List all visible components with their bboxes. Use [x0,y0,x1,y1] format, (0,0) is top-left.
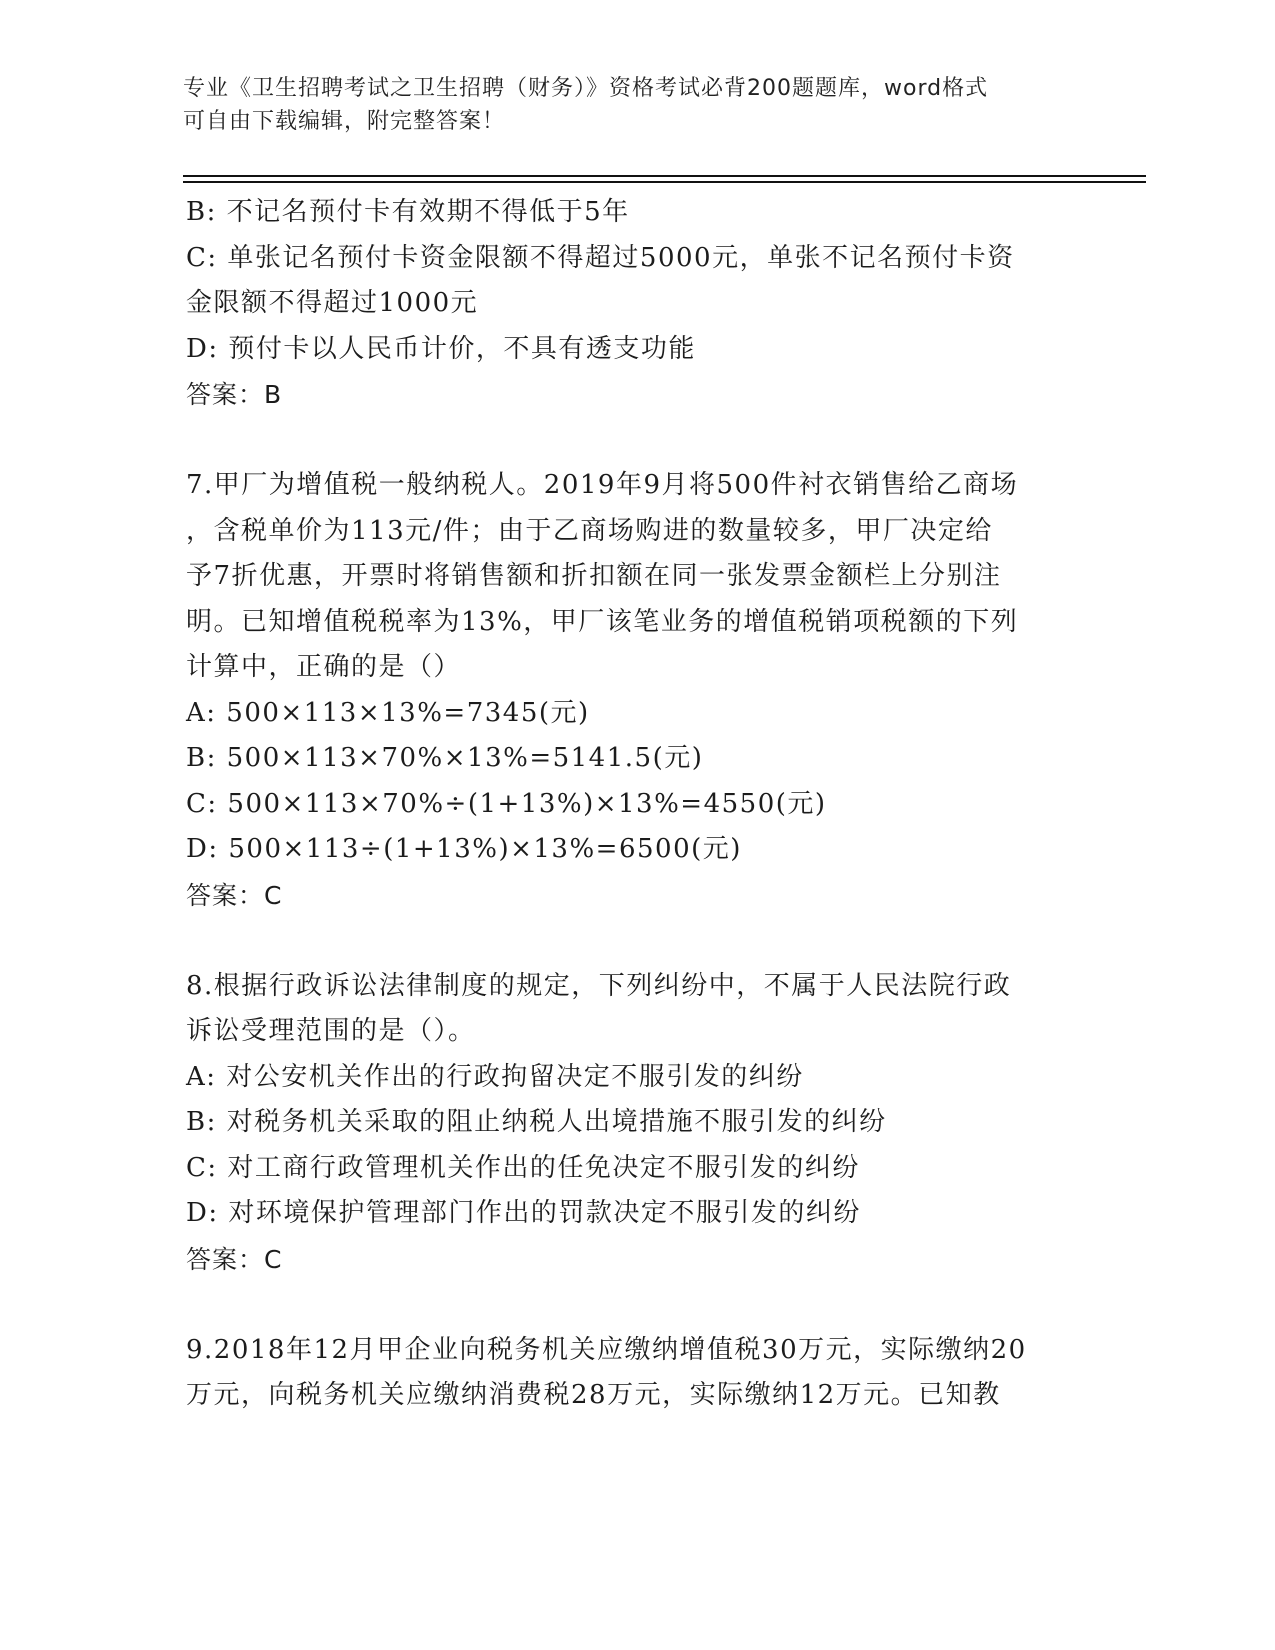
question-list [186,190,1086,1419]
header-title-line-2: 可自由下载编辑，附完整答案！ [183,109,506,134]
q7-stem-line-1: 7.甲厂为增值税一般纳税人。2019年9月将500件衬衣销售给乙商场 [186,470,1019,500]
q8-answer: 答案：C [186,1244,283,1274]
q7-answer: 答案：C [186,880,283,910]
header-title-line-1: 专业《卫生招聘考试之卫生招聘（财务）》资格考试必背200题题库，word格式 [183,76,989,101]
question-gap [186,418,1086,464]
q7-option-d: D: 500×113÷(1+13%)×13%=6500(元) [186,834,742,864]
q7-stem-line-2: ，含税单价为113元/件；由于乙商场购进的数量较多，甲厂决定给 [186,515,993,546]
question-6-continuation [186,190,1086,418]
q7-option-c: C: 500×113×70%÷(1+13%)×13%=4550(元) [186,788,827,819]
q9-stem-line-1: 9.2018年12月甲企业向税务机关应缴纳增值税30万元，实际缴纳20 [186,1334,1027,1365]
q8-option-a: A: 对公安机关作出的行政拘留决定不服引发的纠纷 [186,1061,804,1092]
q8-stem-line-2: 诉讼受理范围的是（）。 [186,1016,476,1046]
q6-option-b: B: 不记名预付卡有效期不得低于5年 [186,197,630,227]
q7-option-b: B: 500×113×70%×13%=5141.5(元) [186,743,704,773]
q8-option-b: B: 对税务机关采取的阻止纳税人出境措施不服引发的纠纷 [186,1107,887,1137]
document-header [183,72,1063,138]
q8-option-d: D: 对环境保护管理部门作出的罚款决定不服引发的纠纷 [186,1198,861,1228]
question-gap [186,1282,1086,1328]
q8-option-c: C: 对工商行政管理机关作出的任免决定不服引发的纠纷 [186,1152,860,1183]
q7-stem-line-3: 予7折优惠，开票时将销售额和折扣额在同一张发票金额栏上分别注 [186,561,1002,591]
question-8 [186,964,1086,1283]
header-divider-top [183,175,1146,177]
question-9 [186,1328,1086,1419]
header-divider-bottom [183,181,1146,183]
q6-option-d: D: 预付卡以人民币计价，不具有透支功能 [186,333,696,364]
question-7 [186,463,1086,918]
q8-stem-line-1: 8.根据行政诉讼法律制度的规定，下列纠纷中，不属于人民法院行政 [186,970,1012,1001]
q7-stem-line-5: 计算中，正确的是（） [186,652,462,682]
q6-option-c-line-1: C: 单张记名预付卡资金限额不得超过5000元，单张不记名预付卡资 [186,242,1015,273]
q6-option-c-line-2: 金限额不得超过1000元 [186,288,479,318]
question-gap [186,918,1086,964]
q7-stem-line-4: 明。已知增值税税率为13%，甲厂该笔业务的增值税销项税额的下列 [186,606,1019,637]
q7-option-a: A: 500×113×13%=7345(元) [186,697,590,728]
q6-answer: 答案：B [186,380,283,409]
q9-stem-line-2: 万元，向税务机关应缴纳消费税28万元，实际缴纳12万元。已知教 [186,1380,1001,1410]
